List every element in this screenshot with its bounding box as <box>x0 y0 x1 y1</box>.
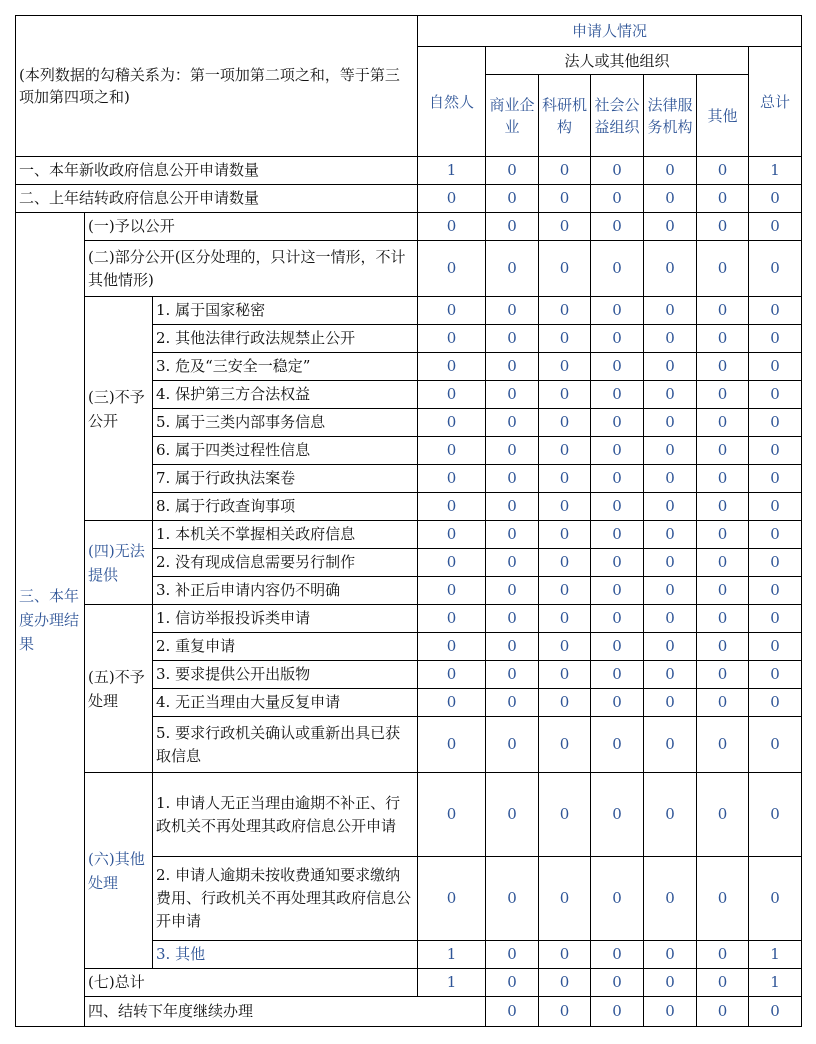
section3-label: 三、本年度办理结果 <box>16 213 85 1027</box>
group6-label: (六)其他处理 <box>85 773 153 969</box>
social-welfare-org-header: 社会公益组织 <box>591 75 644 157</box>
table-row <box>16 157 802 185</box>
value-cell: 0 <box>486 661 539 689</box>
value-cell: 0 <box>591 857 644 941</box>
value-cell: 0 <box>418 717 486 773</box>
value-cell: 0 <box>749 353 802 381</box>
table-row <box>16 297 802 325</box>
value-cell: 0 <box>697 185 749 213</box>
value-cell: 0 <box>644 353 697 381</box>
value-cell: 0 <box>697 241 749 297</box>
value-cell: 0 <box>539 577 591 605</box>
value-cell: 0 <box>591 773 644 857</box>
table-row <box>16 969 802 997</box>
value-cell: 0 <box>697 353 749 381</box>
row-label: 8. 属于行政查询事项 <box>153 493 418 521</box>
value-cell: 0 <box>486 549 539 577</box>
value-cell: 0 <box>539 997 591 1027</box>
value-cell: 0 <box>697 409 749 437</box>
value-cell: 0 <box>749 381 802 409</box>
value-cell: 0 <box>644 997 697 1027</box>
value-cell: 0 <box>749 661 802 689</box>
value-cell: 0 <box>749 437 802 465</box>
value-cell: 0 <box>697 689 749 717</box>
value-cell: 0 <box>486 437 539 465</box>
value-cell: 0 <box>697 549 749 577</box>
row-label: 1. 属于国家秘密 <box>153 297 418 325</box>
value-cell: 0 <box>644 437 697 465</box>
value-cell: 0 <box>644 605 697 633</box>
value-cell: 0 <box>539 941 591 969</box>
total-header: 总计 <box>749 47 802 157</box>
value-cell: 0 <box>644 689 697 717</box>
value-cell: 0 <box>539 437 591 465</box>
value-cell: 0 <box>749 577 802 605</box>
value-cell: 0 <box>418 241 486 297</box>
value-cell: 0 <box>591 157 644 185</box>
group4-label: (四)无法提供 <box>85 521 153 605</box>
table-row <box>16 997 802 1027</box>
value-cell: 0 <box>486 773 539 857</box>
value-cell: 0 <box>644 493 697 521</box>
value-cell: 0 <box>418 297 486 325</box>
value-cell: 0 <box>644 857 697 941</box>
value-cell: 0 <box>418 437 486 465</box>
row-label: 2. 其他法律行政法规禁止公开 <box>153 325 418 353</box>
table-row <box>16 605 802 633</box>
other-header: 其他 <box>697 75 749 157</box>
value-cell: 0 <box>418 353 486 381</box>
value-cell: 0 <box>486 185 539 213</box>
table-row <box>16 773 802 857</box>
value-cell: 0 <box>486 493 539 521</box>
value-cell: 0 <box>539 157 591 185</box>
value-cell: 0 <box>749 997 802 1027</box>
research-institution-header: 科研机构 <box>539 75 591 157</box>
value-cell: 1 <box>418 969 486 997</box>
value-cell: 0 <box>697 941 749 969</box>
row-label: 4. 无正当理由大量反复申请 <box>153 689 418 717</box>
value-cell: 0 <box>644 325 697 353</box>
value-cell: 0 <box>418 409 486 437</box>
value-cell: 0 <box>486 857 539 941</box>
row-label: 3. 补正后申请内容仍不明确 <box>153 577 418 605</box>
value-cell: 0 <box>418 521 486 549</box>
value-cell: 0 <box>591 661 644 689</box>
value-cell: 0 <box>591 241 644 297</box>
value-cell: 0 <box>418 549 486 577</box>
value-cell: 0 <box>539 381 591 409</box>
value-cell: 0 <box>591 521 644 549</box>
row-label: 四、结转下年度继续办理 <box>85 997 486 1027</box>
value-cell: 0 <box>644 773 697 857</box>
legal-service-org-header: 法律服务机构 <box>644 75 697 157</box>
value-cell: 0 <box>539 717 591 773</box>
value-cell: 0 <box>539 605 591 633</box>
value-cell: 0 <box>697 969 749 997</box>
row-label: 二、上年结转政府信息公开申请数量 <box>16 185 418 213</box>
value-cell: 0 <box>539 409 591 437</box>
value-cell: 0 <box>644 521 697 549</box>
value-cell: 0 <box>539 969 591 997</box>
value-cell: 0 <box>644 409 697 437</box>
value-cell: 0 <box>539 297 591 325</box>
commercial-enterprise-header: 商业企业 <box>486 75 539 157</box>
value-cell: 0 <box>749 185 802 213</box>
value-cell: 0 <box>697 773 749 857</box>
row-label: 2. 没有现成信息需要另行制作 <box>153 549 418 577</box>
value-cell: 0 <box>749 241 802 297</box>
table-row <box>16 185 802 213</box>
value-cell: 0 <box>749 549 802 577</box>
value-cell: 0 <box>644 241 697 297</box>
value-cell: 0 <box>749 409 802 437</box>
value-cell: 0 <box>591 353 644 381</box>
value-cell: 0 <box>486 605 539 633</box>
value-cell: 0 <box>539 857 591 941</box>
value-cell: 0 <box>418 661 486 689</box>
value-cell: 0 <box>539 689 591 717</box>
value-cell: 0 <box>591 997 644 1027</box>
row-label: 4. 保护第三方合法权益 <box>153 381 418 409</box>
value-cell: 0 <box>539 633 591 661</box>
value-cell: 0 <box>539 549 591 577</box>
value-cell: 0 <box>539 241 591 297</box>
row-label: (二)部分公开(区分处理的，只计这一情形，不计其他情形) <box>85 241 418 297</box>
applicant-status-header: 申请人情况 <box>418 16 802 47</box>
value-cell: 0 <box>591 549 644 577</box>
value-cell: 0 <box>697 633 749 661</box>
value-cell: 0 <box>591 605 644 633</box>
value-cell: 0 <box>697 157 749 185</box>
value-cell: 0 <box>418 381 486 409</box>
value-cell: 0 <box>591 717 644 773</box>
value-cell: 0 <box>591 941 644 969</box>
value-cell: 0 <box>539 325 591 353</box>
value-cell: 0 <box>486 157 539 185</box>
value-cell: 0 <box>697 661 749 689</box>
row-label: 3. 要求提供公开出版物 <box>153 661 418 689</box>
value-cell: 0 <box>418 605 486 633</box>
group5-label: (五)不予处理 <box>85 605 153 773</box>
value-cell: 0 <box>697 521 749 549</box>
value-cell: 0 <box>644 213 697 241</box>
value-cell: 0 <box>486 465 539 493</box>
row-label: (一)予以公开 <box>85 213 418 241</box>
value-cell: 0 <box>486 353 539 381</box>
row-label: 3. 其他 <box>153 941 418 969</box>
value-cell: 1 <box>749 157 802 185</box>
row-label: 5. 属于三类内部事务信息 <box>153 409 418 437</box>
value-cell: 1 <box>749 941 802 969</box>
value-cell: 0 <box>749 857 802 941</box>
row-label: 一、本年新收政府信息公开申请数量 <box>16 157 418 185</box>
value-cell: 0 <box>697 381 749 409</box>
row-label: 7. 属于行政执法案卷 <box>153 465 418 493</box>
value-cell: 0 <box>697 325 749 353</box>
value-cell: 0 <box>486 997 539 1027</box>
value-cell: 0 <box>539 353 591 381</box>
value-cell: 0 <box>644 717 697 773</box>
value-cell: 0 <box>418 185 486 213</box>
value-cell: 0 <box>418 633 486 661</box>
value-cell: 0 <box>591 493 644 521</box>
value-cell: 0 <box>539 661 591 689</box>
value-cell: 0 <box>539 773 591 857</box>
value-cell: 0 <box>644 157 697 185</box>
value-cell: 0 <box>591 577 644 605</box>
value-cell: 0 <box>749 633 802 661</box>
value-cell: 0 <box>418 773 486 857</box>
row-label: 1. 信访举报投诉类申请 <box>153 605 418 633</box>
value-cell: 0 <box>591 381 644 409</box>
value-cell: 0 <box>749 297 802 325</box>
row-label: 1. 申请人无正当理由逾期不补正、行政机关不再处理其政府信息公开申请 <box>153 773 418 857</box>
value-cell: 0 <box>644 633 697 661</box>
value-cell: 0 <box>486 297 539 325</box>
value-cell: 0 <box>591 465 644 493</box>
value-cell: 0 <box>644 661 697 689</box>
group3-label: (三)不予公开 <box>85 297 153 521</box>
value-cell: 0 <box>591 689 644 717</box>
value-cell: 0 <box>591 325 644 353</box>
value-cell: 0 <box>644 941 697 969</box>
value-cell: 0 <box>697 605 749 633</box>
value-cell: 0 <box>697 493 749 521</box>
value-cell: 0 <box>749 689 802 717</box>
value-cell: 0 <box>697 297 749 325</box>
value-cell: 0 <box>418 577 486 605</box>
row-label: 1. 本机关不掌握相关政府信息 <box>153 521 418 549</box>
value-cell: 0 <box>539 493 591 521</box>
value-cell: 0 <box>697 997 749 1027</box>
value-cell: 0 <box>749 773 802 857</box>
value-cell: 0 <box>486 633 539 661</box>
row-label: 5. 要求行政机关确认或重新出具已获取信息 <box>153 717 418 773</box>
value-cell: 0 <box>486 969 539 997</box>
row-label: 3. 危及“三安全一稳定” <box>153 353 418 381</box>
value-cell: 0 <box>418 857 486 941</box>
value-cell: 0 <box>697 213 749 241</box>
value-cell: 0 <box>644 465 697 493</box>
value-cell: 0 <box>749 493 802 521</box>
value-cell: 0 <box>697 577 749 605</box>
value-cell: 0 <box>591 633 644 661</box>
value-cell: 0 <box>539 185 591 213</box>
value-cell: 0 <box>591 409 644 437</box>
value-cell: 0 <box>697 437 749 465</box>
value-cell: 0 <box>418 689 486 717</box>
value-cell: 1 <box>418 157 486 185</box>
value-cell: 0 <box>749 465 802 493</box>
value-cell: 0 <box>418 325 486 353</box>
value-cell: 0 <box>486 577 539 605</box>
value-cell: 0 <box>486 689 539 717</box>
value-cell: 0 <box>486 521 539 549</box>
value-cell: 0 <box>749 605 802 633</box>
value-cell: 0 <box>591 437 644 465</box>
value-cell: 0 <box>644 549 697 577</box>
value-cell: 0 <box>418 493 486 521</box>
value-cell: 0 <box>749 213 802 241</box>
value-cell: 0 <box>591 297 644 325</box>
value-cell: 0 <box>749 521 802 549</box>
value-cell: 0 <box>749 325 802 353</box>
relation-note: (本列数据的勾稽关系为：第一项加第二项之和，等于第三项加第四项之和) <box>16 16 418 157</box>
row-label: (七)总计 <box>85 969 418 997</box>
value-cell: 0 <box>697 717 749 773</box>
row-label: 2. 申请人逾期未按收费通知要求缴纳费用、行政机关不再处理其政府信息公开申请 <box>153 857 418 941</box>
value-cell: 0 <box>486 241 539 297</box>
value-cell: 0 <box>697 857 749 941</box>
value-cell: 0 <box>418 213 486 241</box>
value-cell: 0 <box>539 465 591 493</box>
value-cell: 0 <box>644 577 697 605</box>
natural-person-header: 自然人 <box>418 47 486 157</box>
legal-or-other-org-header: 法人或其他组织 <box>486 47 749 75</box>
value-cell: 0 <box>539 213 591 241</box>
table-row <box>16 521 802 549</box>
value-cell: 0 <box>539 521 591 549</box>
value-cell: 0 <box>644 185 697 213</box>
value-cell: 0 <box>591 185 644 213</box>
table-row <box>16 241 802 297</box>
value-cell: 0 <box>486 941 539 969</box>
value-cell: 0 <box>418 465 486 493</box>
value-cell: 0 <box>486 717 539 773</box>
row-label: 6. 属于四类过程性信息 <box>153 437 418 465</box>
value-cell: 0 <box>486 381 539 409</box>
gov-info-disclosure-table <box>15 15 802 1027</box>
row-label: 2. 重复申请 <box>153 633 418 661</box>
value-cell: 0 <box>486 409 539 437</box>
table-row <box>16 213 802 241</box>
value-cell: 0 <box>644 969 697 997</box>
value-cell: 0 <box>697 465 749 493</box>
value-cell: 0 <box>591 213 644 241</box>
value-cell: 1 <box>749 969 802 997</box>
value-cell: 1 <box>418 941 486 969</box>
value-cell: 0 <box>644 297 697 325</box>
value-cell: 0 <box>749 717 802 773</box>
value-cell: 0 <box>486 213 539 241</box>
value-cell: 0 <box>591 969 644 997</box>
value-cell: 0 <box>486 325 539 353</box>
value-cell: 0 <box>644 381 697 409</box>
